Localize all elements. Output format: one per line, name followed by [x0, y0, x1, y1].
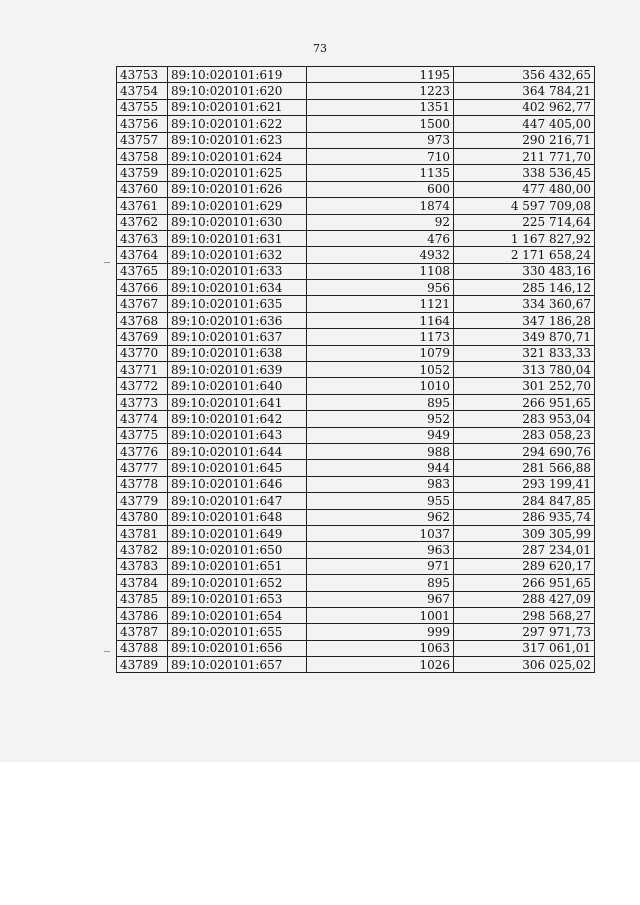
cadastral-number: 89:10:020101:635: [168, 296, 307, 312]
cadastral-number: 89:10:020101:653: [168, 591, 307, 607]
cadastral-number: 89:10:020101:630: [168, 214, 307, 230]
record-number: 43778: [117, 476, 168, 492]
table-row: [117, 525, 595, 541]
area-value: 4932: [307, 247, 454, 263]
table-row: [117, 83, 595, 99]
area-value: 895: [307, 394, 454, 410]
cost-value: 347 186,28: [454, 312, 595, 328]
cadastral-number: 89:10:020101:650: [168, 542, 307, 558]
area-value: 895: [307, 575, 454, 591]
cadastral-number: 89:10:020101:638: [168, 345, 307, 361]
table-row: [117, 493, 595, 509]
area-value: 955: [307, 493, 454, 509]
record-number: 43774: [117, 411, 168, 427]
cadastral-number: 89:10:020101:656: [168, 640, 307, 656]
cost-value: 306 025,02: [454, 657, 595, 673]
record-number: 43767: [117, 296, 168, 312]
page-number: 73: [313, 42, 327, 55]
record-number: 43789: [117, 657, 168, 673]
cost-value: 287 234,01: [454, 542, 595, 558]
area-value: 1010: [307, 378, 454, 394]
area-value: 971: [307, 558, 454, 574]
cost-value: 349 870,71: [454, 329, 595, 345]
table-row: [117, 427, 595, 443]
cadastral-number: 89:10:020101:648: [168, 509, 307, 525]
cadastral-number: 89:10:020101:646: [168, 476, 307, 492]
table-row: [117, 296, 595, 312]
table-row: [117, 411, 595, 427]
record-number: 43765: [117, 263, 168, 279]
area-value: 1223: [307, 83, 454, 99]
cost-value: 266 951,65: [454, 394, 595, 410]
area-value: 1500: [307, 116, 454, 132]
cost-value: 334 360,67: [454, 296, 595, 312]
cost-value: 289 620,17: [454, 558, 595, 574]
table-row: [117, 591, 595, 607]
cadastral-number: 89:10:020101:629: [168, 198, 307, 214]
record-number: 43754: [117, 83, 168, 99]
cost-value: 266 951,65: [454, 575, 595, 591]
record-number: 43784: [117, 575, 168, 591]
record-number: 43788: [117, 640, 168, 656]
table-row: [117, 657, 595, 673]
record-number: 43779: [117, 493, 168, 509]
table-row: [117, 575, 595, 591]
record-number: 43777: [117, 460, 168, 476]
record-number: 43757: [117, 132, 168, 148]
record-number: 43769: [117, 329, 168, 345]
cost-value: 297 971,73: [454, 624, 595, 640]
area-value: 92: [307, 214, 454, 230]
cadastral-number: 89:10:020101:644: [168, 443, 307, 459]
record-number: 43762: [117, 214, 168, 230]
cost-value: 225 714,64: [454, 214, 595, 230]
area-value: 1173: [307, 329, 454, 345]
area-value: 1037: [307, 525, 454, 541]
table-row: [117, 230, 595, 246]
cost-value: 294 690,76: [454, 443, 595, 459]
area-value: 476: [307, 230, 454, 246]
cost-value: 447 405,00: [454, 116, 595, 132]
cadastral-number: 89:10:020101:633: [168, 263, 307, 279]
table-row: [117, 312, 595, 328]
cost-value: 283 953,04: [454, 411, 595, 427]
record-number: 43758: [117, 148, 168, 164]
cost-value: 290 216,71: [454, 132, 595, 148]
table-row: [117, 148, 595, 164]
cadastral-number: 89:10:020101:624: [168, 148, 307, 164]
area-value: 944: [307, 460, 454, 476]
cost-value: 285 146,12: [454, 280, 595, 296]
table-row: [117, 116, 595, 132]
table-row: [117, 378, 595, 394]
cadastral-number: 89:10:020101:625: [168, 165, 307, 181]
cadastral-number: 89:10:020101:647: [168, 493, 307, 509]
cadastral-number: 89:10:020101:655: [168, 624, 307, 640]
table-row: [117, 476, 595, 492]
cadastral-number: 89:10:020101:619: [168, 67, 307, 83]
cost-value: 317 061,01: [454, 640, 595, 656]
table-row: [117, 181, 595, 197]
area-value: 1026: [307, 657, 454, 673]
record-number: 43756: [117, 116, 168, 132]
area-value: 600: [307, 181, 454, 197]
record-number: 43753: [117, 67, 168, 83]
cadastral-number: 89:10:020101:621: [168, 99, 307, 115]
cadastral-number: 89:10:020101:642: [168, 411, 307, 427]
area-value: 1135: [307, 165, 454, 181]
area-value: 967: [307, 591, 454, 607]
cadastral-number: 89:10:020101:654: [168, 607, 307, 623]
cost-value: 4 597 709,08: [454, 198, 595, 214]
table-row: [117, 640, 595, 656]
table-row: [117, 542, 595, 558]
area-value: 1063: [307, 640, 454, 656]
record-number: 43773: [117, 394, 168, 410]
area-value: 1108: [307, 263, 454, 279]
area-value: 710: [307, 148, 454, 164]
table-row: [117, 99, 595, 115]
record-number: 43787: [117, 624, 168, 640]
cost-value: 364 784,21: [454, 83, 595, 99]
area-value: 983: [307, 476, 454, 492]
table-row: [117, 67, 595, 83]
cost-value: 330 483,16: [454, 263, 595, 279]
cost-value: 402 962,77: [454, 99, 595, 115]
table-row: [117, 460, 595, 476]
record-number: 43772: [117, 378, 168, 394]
cost-value: 283 058,23: [454, 427, 595, 443]
cadastral-number: 89:10:020101:649: [168, 525, 307, 541]
cost-value: 281 566,88: [454, 460, 595, 476]
cadastral-number: 89:10:020101:634: [168, 280, 307, 296]
area-value: 973: [307, 132, 454, 148]
table-row: [117, 329, 595, 345]
cadastral-number: 89:10:020101:631: [168, 230, 307, 246]
table-row: [117, 214, 595, 230]
cadastral-number: 89:10:020101:620: [168, 83, 307, 99]
record-number: 43780: [117, 509, 168, 525]
area-value: 999: [307, 624, 454, 640]
area-value: 1052: [307, 362, 454, 378]
area-value: 962: [307, 509, 454, 525]
cadastral-number: 89:10:020101:657: [168, 657, 307, 673]
cost-value: 284 847,85: [454, 493, 595, 509]
record-number: 43771: [117, 362, 168, 378]
cost-value: 2 171 658,24: [454, 247, 595, 263]
margin-mark: [104, 651, 110, 652]
area-value: 1001: [307, 607, 454, 623]
table-row: [117, 362, 595, 378]
cost-value: 298 568,27: [454, 607, 595, 623]
table-row: [117, 509, 595, 525]
cost-value: 313 780,04: [454, 362, 595, 378]
cadastral-number: 89:10:020101:626: [168, 181, 307, 197]
record-number: 43764: [117, 247, 168, 263]
table-row: [117, 132, 595, 148]
cost-value: 293 199,41: [454, 476, 595, 492]
cadastral-number: 89:10:020101:640: [168, 378, 307, 394]
cadastral-number: 89:10:020101:622: [168, 116, 307, 132]
cadastral-number: 89:10:020101:643: [168, 427, 307, 443]
cadastral-number: 89:10:020101:623: [168, 132, 307, 148]
table-row: [117, 263, 595, 279]
table-row: [117, 624, 595, 640]
record-number: 43770: [117, 345, 168, 361]
cost-value: 309 305,99: [454, 525, 595, 541]
table-row: [117, 280, 595, 296]
cost-value: 211 771,70: [454, 148, 595, 164]
cost-value: 356 432,65: [454, 67, 595, 83]
land-plot-table: [116, 66, 595, 673]
table-row: [117, 607, 595, 623]
area-value: 952: [307, 411, 454, 427]
margin-mark: [104, 262, 110, 263]
cadastral-number: 89:10:020101:651: [168, 558, 307, 574]
area-value: 1195: [307, 67, 454, 83]
cost-value: 286 935,74: [454, 509, 595, 525]
record-number: 43783: [117, 558, 168, 574]
table-row: [117, 165, 595, 181]
area-value: 988: [307, 443, 454, 459]
record-number: 43776: [117, 443, 168, 459]
record-number: 43766: [117, 280, 168, 296]
cadastral-number: 89:10:020101:645: [168, 460, 307, 476]
cadastral-number: 89:10:020101:641: [168, 394, 307, 410]
record-number: 43781: [117, 525, 168, 541]
cadastral-number: 89:10:020101:636: [168, 312, 307, 328]
record-number: 43775: [117, 427, 168, 443]
area-value: 1079: [307, 345, 454, 361]
table-row: [117, 247, 595, 263]
table-row: [117, 394, 595, 410]
cost-value: 1 167 827,92: [454, 230, 595, 246]
record-number: 43761: [117, 198, 168, 214]
cadastral-number: 89:10:020101:652: [168, 575, 307, 591]
table-row: [117, 443, 595, 459]
area-value: 1121: [307, 296, 454, 312]
table-row: [117, 558, 595, 574]
record-number: 43786: [117, 607, 168, 623]
area-value: 956: [307, 280, 454, 296]
cost-value: 338 536,45: [454, 165, 595, 181]
cost-value: 321 833,33: [454, 345, 595, 361]
area-value: 1164: [307, 312, 454, 328]
record-number: 43763: [117, 230, 168, 246]
area-value: 1874: [307, 198, 454, 214]
table-row: [117, 345, 595, 361]
record-number: 43785: [117, 591, 168, 607]
table-row: [117, 198, 595, 214]
record-number: 43755: [117, 99, 168, 115]
record-number: 43768: [117, 312, 168, 328]
area-value: 1351: [307, 99, 454, 115]
record-number: 43759: [117, 165, 168, 181]
cost-value: 301 252,70: [454, 378, 595, 394]
area-value: 963: [307, 542, 454, 558]
cadastral-number: 89:10:020101:639: [168, 362, 307, 378]
cost-value: 477 480,00: [454, 181, 595, 197]
area-value: 949: [307, 427, 454, 443]
cadastral-number: 89:10:020101:632: [168, 247, 307, 263]
cadastral-number: 89:10:020101:637: [168, 329, 307, 345]
record-number: 43782: [117, 542, 168, 558]
record-number: 43760: [117, 181, 168, 197]
cost-value: 288 427,09: [454, 591, 595, 607]
